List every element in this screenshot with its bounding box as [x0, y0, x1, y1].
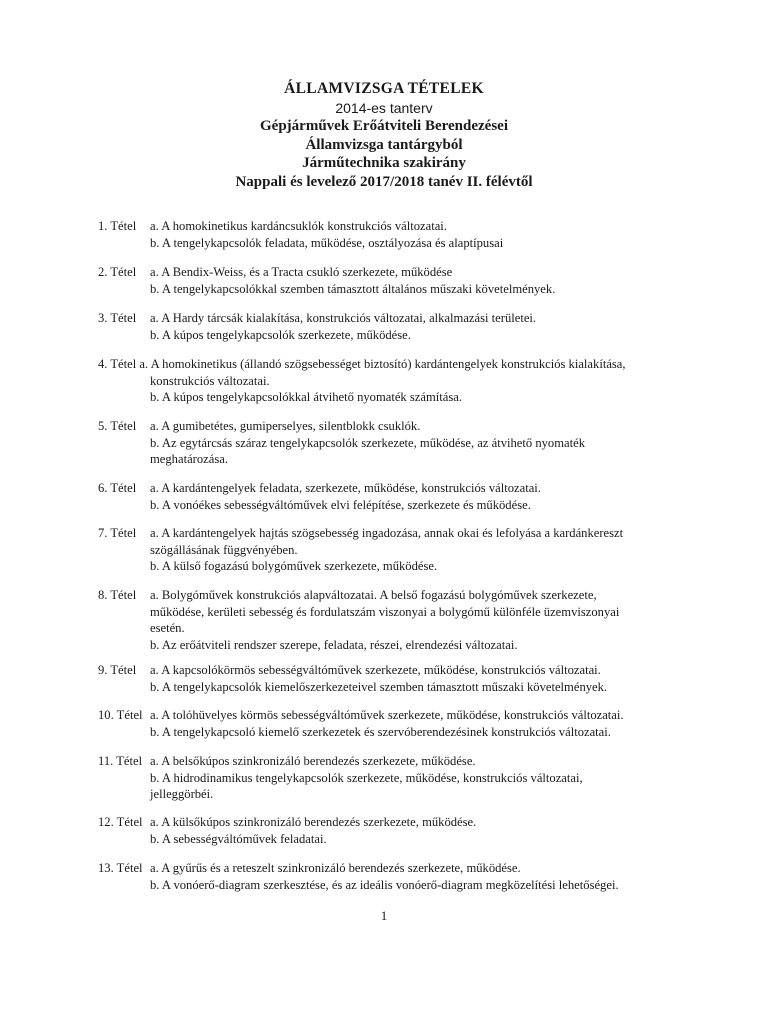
exam-item-part-b: b. A kúpos tengelykapcsolók szerkezete, működése.: [150, 327, 411, 342]
exam-item-text: [98, 356, 698, 406]
exam-item-part-a: a. A tolóhüvelyes körmös sebességváltóművek szerkezete, működése, konstrukciós változatai.: [150, 708, 624, 722]
exam-item-label: 13. Tétel: [98, 861, 143, 875]
exam-item-part-a: a. A Bendix-Weiss, és a Tracta csukló szerkezete, működése: [150, 265, 453, 279]
exam-item-part-a: a. Bolygóművek konstrukciós alapváltozatai. A belső fogazású bolygóművek szerkezete,: [150, 588, 597, 602]
exam-item-text: [150, 418, 690, 468]
exam-item-part-a: a. A gyűrűs és a reteszelt szinkronizáló berendezés szerkezete, működése.: [150, 861, 521, 875]
exam-item-part-b: b. A tengelykapcsolók feladata, működése, osztályozása és alaptípusai: [150, 235, 504, 250]
exam-item-part-a: szögállásának függvényében.: [150, 542, 298, 557]
exam-item-text: [150, 814, 690, 847]
exam-item-text: [150, 480, 690, 513]
exam-item-part-b: b. A kúpos tengelykapcsolókkal átvihető nyomaték számítása.: [150, 390, 462, 405]
exam-item-label: 10. Tétel: [98, 708, 143, 722]
exam-item-part-b: jelleggörbéi.: [150, 787, 214, 802]
exam-item-label: 4. Tétel a.: [98, 357, 149, 371]
exam-item-part-a: esetén.: [150, 621, 185, 636]
exam-item-text: [150, 707, 690, 740]
document-header: [0, 80, 768, 191]
exam-item-part-a: a. A kardántengelyek feladata, szerkezete, működése, konstrukciós változatai.: [150, 481, 541, 495]
exam-item-text: [150, 587, 690, 653]
exam-item-part-b: b. A tengelykapcsolók kiemelőszerkezeteivel szemben támasztott műszaki követelmények.: [150, 679, 608, 694]
subject-line: Gépjárművek Erőátviteli Berendezései: [260, 118, 508, 134]
exam-item-label: 12. Tétel: [98, 815, 143, 829]
exam-item-part-b: b. A külső fogazású bolygóművek szerkezete, működése.: [150, 559, 438, 574]
exam-item-part-a: a. A kapcsolókörmös sebességváltóművek szerkezete, működése, konstrukciós változatai.: [150, 663, 601, 677]
exam-item-part-a: a. A kardántengelyek hajtás szögsebesség ingadozása, annak okai és lefolyása a kardánkereszt: [150, 526, 624, 540]
exam-item-part-b: b. A sebességváltóművek feladatai.: [150, 831, 327, 846]
document-title: ÁLLAMVIZSGA TÉTELEK: [284, 80, 484, 97]
exam-item-part-b: b. Az egytárcsás száraz tengelykapcsolók szerkezete, működése, az átvihető nyomaték: [150, 435, 586, 450]
exam-item-part-a: a. A gumibetétes, gumiperselyes, silentblokk csuklók.: [150, 419, 421, 433]
exam-item-part-a: A homokinetikus (állandó szögsebességet biztosító) kardántengelyek konstrukciós kialakítása,: [150, 357, 626, 371]
specialization-line: Járműtechnika szakirány: [302, 155, 466, 171]
exam-item-text: [150, 310, 690, 343]
exam-item-first-line: [98, 356, 698, 373]
page-number: 1: [380, 908, 388, 923]
exam-item-part-a-cont: konstrukciós változatai.: [150, 373, 270, 388]
exam-item-label: 3. Tétel: [98, 311, 137, 325]
exam-item-label: 1. Tétel: [98, 219, 137, 233]
exam-item-part-b: b. A tengelykapcsolókkal szemben támasztott általános műszaki követelmények.: [150, 281, 556, 296]
exam-item-label: 11. Tétel: [98, 754, 143, 768]
exam-item-part-a: működése, kerületi sebesség és fordulatszám viszonyai a bolygómű különféle üzemviszonyai: [150, 604, 620, 619]
exam-item-text: [150, 264, 690, 297]
exam-item-text: [150, 662, 690, 695]
exam-item-text: [150, 860, 690, 893]
exam-item-text: [150, 753, 690, 803]
exam-item-label: 7. Tétel: [98, 526, 137, 540]
exam-item-text: [150, 218, 690, 251]
exam-item-label: 9. Tétel: [98, 663, 137, 677]
exam-item-text: [150, 525, 690, 575]
exam-item-part-b: b. Az erőátviteli rendszer szerepe, feladata, részei, elrendezési változatai.: [150, 637, 518, 652]
exam-item-part-a: a. A Hardy tárcsák kialakítása, konstrukciós változatai, alkalmazási területei.: [150, 311, 537, 325]
exam-subject-line: Államvizsga tantárgyból: [305, 136, 463, 153]
exam-item-part-a: a. A belsőkúpos szinkronizáló berendezés szerkezete, működése.: [150, 754, 476, 768]
exam-item-label: 6. Tétel: [98, 481, 137, 495]
exam-item-label: 5. Tétel: [98, 419, 137, 433]
semester-line: Nappali és levelező 2017/2018 tanév II. félévtől: [235, 173, 533, 190]
exam-item-part-a: a. A homokinetikus kardáncsuklók konstrukciós változatai.: [150, 219, 447, 233]
exam-item-part-a: a. A külsőkúpos szinkronizáló berendezés szerkezete, működése.: [150, 815, 477, 829]
exam-item-label: 2. Tétel: [98, 265, 137, 279]
exam-item-part-b: b. A tengelykapcsoló kiemelő szerkezetek és szervóberendezésinek konstrukciós változatai.: [150, 724, 611, 739]
exam-item-part-b: b. A hidrodinamikus tengelykapcsolók szerkezete, működése, konstrukciós változatai,: [150, 770, 583, 785]
exam-item-part-b: meghatározása.: [150, 452, 228, 467]
curriculum-line: 2014-es tanterv: [335, 99, 433, 116]
exam-item-label: 8. Tétel: [98, 588, 137, 602]
exam-item-part-b: b. A vonóerő-diagram szerkesztése, és az ideális vonóerő-diagram megközelítési lehetőségei.: [150, 877, 619, 892]
exam-item-part-b: b. A vonóékes sebességváltóművek elvi felépítése, szerkezete és működése.: [150, 497, 531, 512]
